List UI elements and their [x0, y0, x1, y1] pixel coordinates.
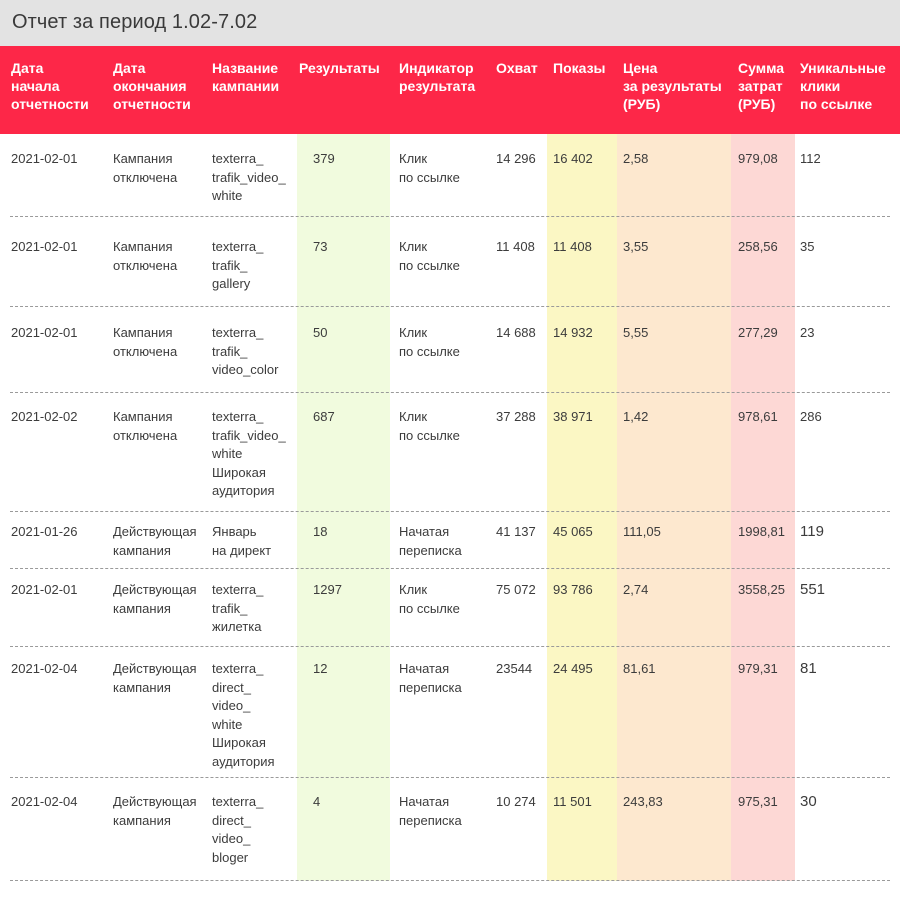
- cell-sum: 979,31: [738, 661, 778, 676]
- cell-price: 2,58: [623, 151, 649, 166]
- col-header-unique-clicks: Уникальные клики по ссылке: [800, 60, 886, 112]
- cell-name: Январь на директ: [212, 524, 272, 558]
- cell-sum: 978,61: [738, 409, 778, 424]
- cell-shows: 38 971: [553, 409, 593, 424]
- cell-shows: 16 402: [553, 151, 593, 166]
- cell-clicks: 35: [800, 239, 815, 254]
- cell-sum: 1998,81: [738, 524, 785, 539]
- col-header-end-date: Дата окончания отчетности: [113, 60, 191, 112]
- cell-reach: 14 296: [496, 151, 536, 166]
- cell-indicator: Клик по ссылке: [399, 325, 460, 359]
- cell-indicator: Клик по ссылке: [399, 239, 460, 273]
- cell-sum: 258,56: [738, 239, 778, 254]
- cell-price: 3,55: [623, 239, 649, 254]
- cell-clicks: 112: [800, 151, 821, 166]
- cell-results: 1297: [313, 582, 342, 597]
- row-divider: [10, 511, 890, 512]
- cell-start: 2021-02-01: [11, 325, 78, 340]
- cell-status: Кампания отключена: [113, 151, 178, 185]
- cell-status: Действующая кампания: [113, 661, 197, 695]
- cell-shows: 11 408: [553, 239, 592, 254]
- cell-reach: 14 688: [496, 325, 536, 340]
- cell-name: texterra_ trafik_video_ white Широкая аудитория: [212, 409, 286, 498]
- cell-results: 18: [313, 524, 328, 539]
- cell-indicator: Клик по ссылке: [399, 409, 460, 443]
- cell-results: 73: [313, 239, 328, 254]
- cell-price: 2,74: [623, 582, 649, 597]
- cell-clicks: 286: [800, 409, 822, 424]
- cell-start: 2021-02-04: [11, 661, 78, 676]
- cell-reach: 75 072: [496, 582, 536, 597]
- cell-indicator: Клик по ссылке: [399, 151, 460, 185]
- cell-name: texterra_ trafik_ gallery: [212, 239, 264, 291]
- cell-results: 4: [313, 794, 321, 809]
- col-header-result-indicator: Индикатор результата: [399, 60, 476, 94]
- cell-sum: 975,31: [738, 794, 778, 809]
- cell-start: 2021-02-01: [11, 151, 78, 166]
- cell-start: 2021-02-01: [11, 239, 78, 254]
- cell-price: 1,42: [623, 409, 649, 424]
- cell-indicator: Начатая переписка: [399, 524, 462, 558]
- cell-reach: 10 274: [496, 794, 536, 809]
- col-header-start-date: Дата начала отчетности: [11, 60, 89, 112]
- cell-status: Кампания отключена: [113, 325, 178, 359]
- cell-reach: 41 137: [496, 524, 536, 539]
- cell-clicks: 81: [800, 660, 817, 677]
- cell-shows: 45 065: [553, 524, 593, 539]
- cell-clicks: 551: [800, 581, 826, 598]
- row-divider: [10, 777, 890, 778]
- cell-clicks: 119: [800, 523, 824, 540]
- col-header-price-per-result: Цена за результаты (РУБ): [623, 60, 722, 112]
- cell-name: texterra_ direct_ video_ white Широкая аудитория: [212, 661, 275, 769]
- cell-reach: 11 408: [496, 239, 535, 254]
- cell-reach: 37 288: [496, 409, 536, 424]
- cell-clicks: 23: [800, 325, 815, 340]
- row-divider: [10, 392, 890, 393]
- cell-sum: 979,08: [738, 151, 778, 166]
- row-divider: [10, 568, 890, 569]
- col-header-impressions: Показы: [553, 60, 606, 76]
- cell-shows: 93 786: [553, 582, 593, 597]
- cell-status: Действующая кампания: [113, 582, 197, 616]
- cell-indicator: Начатая переписка: [399, 794, 462, 828]
- report-title: Отчет за период 1.02-7.02: [12, 11, 258, 33]
- cell-status: Действующая кампания: [113, 794, 197, 828]
- table-header: [0, 46, 900, 134]
- cell-results: 50: [313, 325, 328, 340]
- col-header-reach: Охват: [496, 60, 538, 76]
- cell-start: 2021-01-26: [11, 524, 78, 539]
- col-header-campaign-name: Название кампании: [212, 60, 280, 94]
- cell-name: texterra_ trafik_ video_color: [212, 325, 279, 377]
- row-divider: [10, 646, 890, 647]
- cell-results: 12: [313, 661, 328, 676]
- cell-price: 5,55: [623, 325, 649, 340]
- row-divider: [10, 216, 890, 217]
- cell-price: 111,05: [623, 524, 661, 539]
- cell-shows: 14 932: [553, 325, 593, 340]
- cell-clicks: 30: [800, 793, 817, 810]
- cell-results: 379: [313, 151, 335, 166]
- row-divider: [10, 306, 890, 307]
- cell-name: texterra_ direct_ video_ bloger: [212, 794, 264, 865]
- report-title-bar: [0, 0, 900, 46]
- cell-indicator: Клик по ссылке: [399, 582, 460, 616]
- results-column-highlight: [297, 134, 390, 881]
- cell-price: 243,83: [623, 794, 663, 809]
- cell-name: texterra_ trafik_ жилетка: [212, 582, 264, 634]
- cell-price: 81,61: [623, 661, 656, 676]
- cell-status: Кампания отключена: [113, 239, 178, 273]
- cell-start: 2021-02-04: [11, 794, 78, 809]
- cell-shows: 11 501: [553, 794, 592, 809]
- cell-shows: 24 495: [553, 661, 593, 676]
- cell-status: Действующая кампания: [113, 524, 197, 558]
- cell-sum: 3558,25: [738, 582, 785, 597]
- cell-reach: 23544: [496, 661, 533, 676]
- cell-results: 687: [313, 409, 335, 424]
- col-header-total-spend: Сумма затрат (РУБ): [738, 60, 785, 112]
- col-header-results: Результаты: [299, 60, 380, 76]
- cell-indicator: Начатая переписка: [399, 661, 462, 695]
- cell-sum: 277,29: [738, 325, 778, 340]
- cell-name: texterra_ trafik_video_ white: [212, 151, 286, 203]
- cell-status: Кампания отключена: [113, 409, 178, 443]
- row-divider: [10, 880, 890, 881]
- cell-start: 2021-02-01: [11, 582, 78, 597]
- cell-start: 2021-02-02: [11, 409, 78, 424]
